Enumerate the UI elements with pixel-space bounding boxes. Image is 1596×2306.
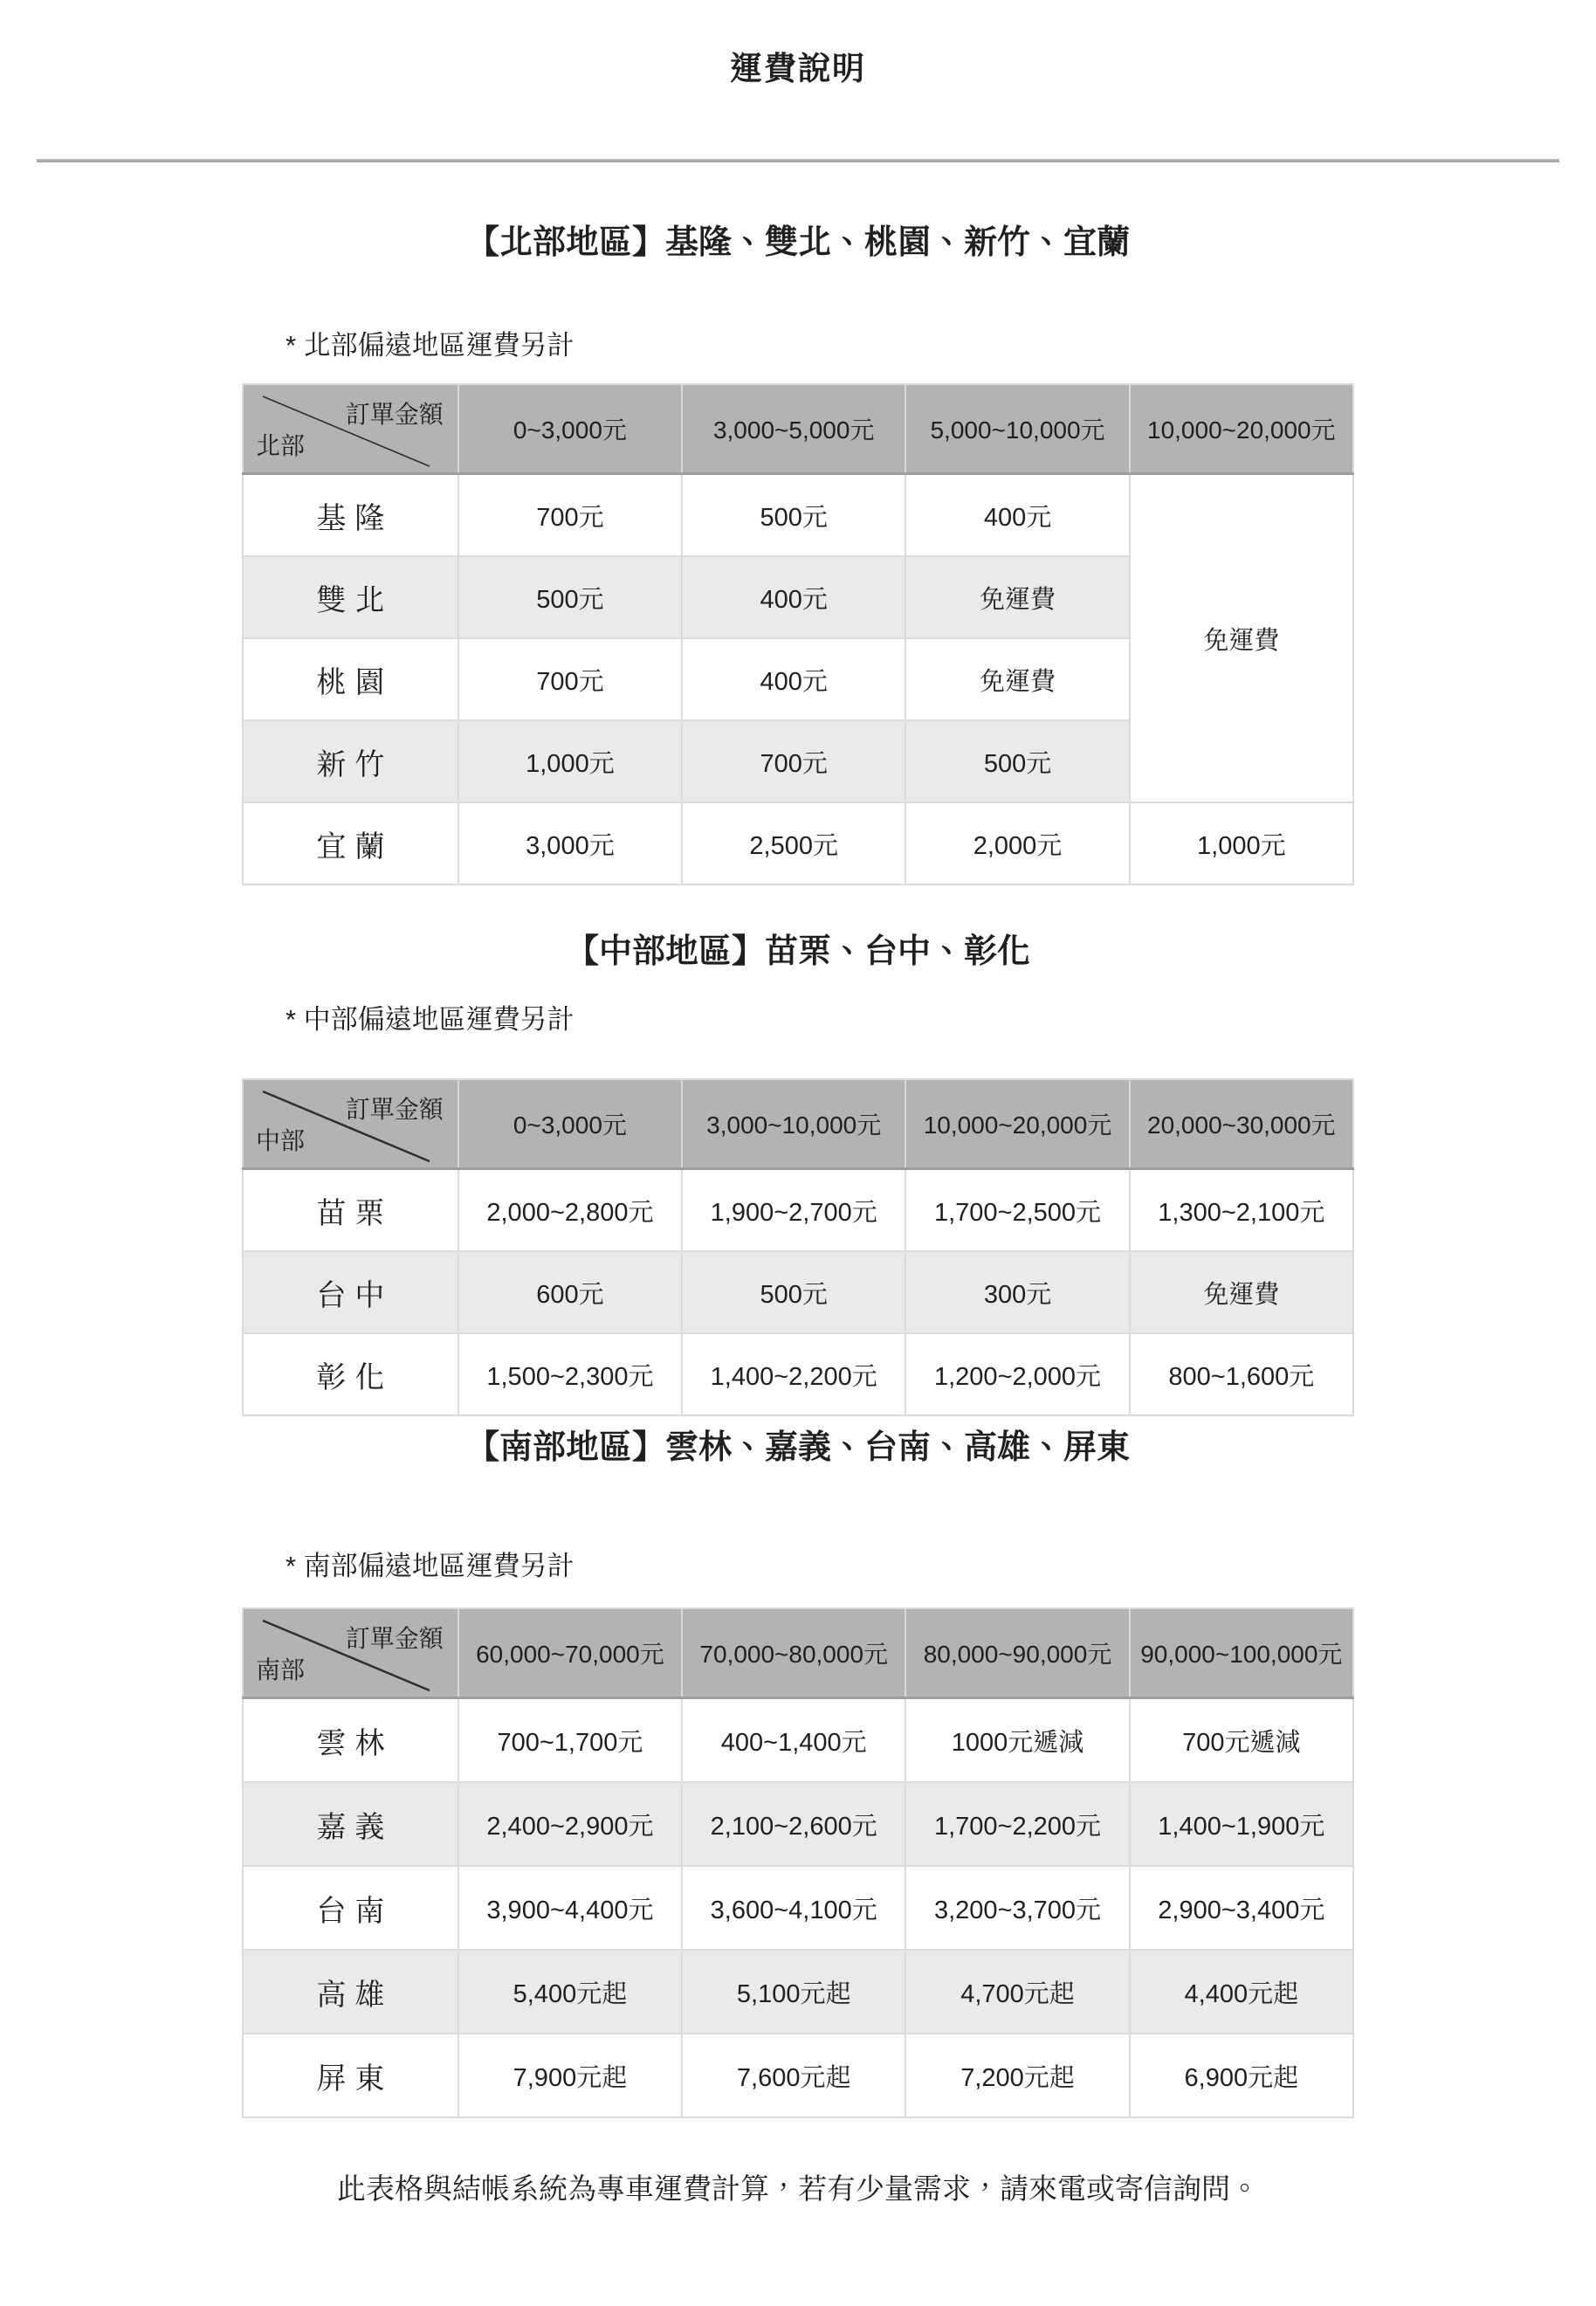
fee-cell: 500元 (682, 1251, 905, 1333)
column-header: 60,000~70,000元 (458, 1608, 682, 1698)
fee-cell: 700元遞減 (1130, 1698, 1353, 1783)
region-cell: 基隆 (243, 474, 458, 557)
fee-table-north (242, 383, 1354, 885)
fee-cell: 600元 (458, 1251, 682, 1333)
fee-cell: 400元 (905, 474, 1129, 557)
fee-cell: 1,300~2,100元 (1130, 1169, 1353, 1252)
fee-cell: 1,000元 (458, 720, 682, 802)
column-header: 3,000~5,000元 (682, 384, 905, 474)
fee-cell: 3,200~3,700元 (905, 1866, 1129, 1950)
table-row (243, 1866, 1353, 1950)
column-header: 5,000~10,000元 (905, 384, 1129, 474)
section-south (242, 1427, 1354, 2118)
fee-cell: 2,100~2,600元 (682, 1782, 905, 1866)
table-row (243, 1333, 1353, 1415)
section-note-north: * 北部偏遠地區運費另計 (285, 330, 574, 361)
region-cell: 雙北 (243, 556, 458, 638)
header-row (243, 1608, 1353, 1698)
region-cell: 苗栗 (243, 1169, 458, 1252)
column-header: 80,000~90,000元 (905, 1608, 1129, 1698)
fee-cell: 1,500~2,300元 (458, 1333, 682, 1415)
column-header: 0~3,000元 (458, 1079, 682, 1169)
fee-cell: 1,200~2,000元 (905, 1333, 1129, 1415)
section-title-central: 【中部地區】苗栗、台中、彰化 (565, 933, 1030, 970)
fee-cell: 2,500元 (682, 802, 905, 885)
fee-cell: 700元 (458, 638, 682, 720)
section-note-central: * 中部偏遠地區運費另計 (285, 1004, 574, 1035)
fee-cell: 免運費 (905, 638, 1129, 720)
table-row (243, 474, 1353, 557)
fee-table-central (242, 1078, 1354, 1416)
content-area (242, 222, 1354, 2206)
fee-cell: 700元 (458, 474, 682, 557)
fee-cell: 2,000元 (905, 802, 1129, 885)
fee-cell: 2,400~2,900元 (458, 1782, 682, 1866)
fee-cell: 4,400元起 (1130, 1950, 1353, 2034)
corner-cell (243, 1079, 458, 1169)
corner-cell (243, 1608, 458, 1698)
fee-cell: 700~1,700元 (458, 1698, 682, 1783)
region-cell: 雲林 (243, 1698, 458, 1783)
corner-cell (243, 384, 458, 474)
table-row (243, 802, 1353, 885)
fee-cell: 400元 (682, 556, 905, 638)
column-header: 0~3,000元 (458, 384, 682, 474)
fee-cell: 3,600~4,100元 (682, 1866, 905, 1950)
table-row (243, 1950, 1353, 2034)
region-cell: 彰化 (243, 1333, 458, 1415)
fee-cell: 700元 (682, 720, 905, 802)
table-row (243, 1782, 1353, 1866)
table-row (243, 2034, 1353, 2117)
corner-amount-label: 訂單金額 (345, 1096, 444, 1123)
fee-cell: 7,200元起 (905, 2034, 1129, 2117)
corner-amount-label: 訂單金額 (345, 1625, 444, 1652)
header-row (243, 1079, 1353, 1169)
section-north (242, 222, 1354, 885)
page-footer-note: 此表格與結帳系統為專車運費計算，若有少量需求，請來電或寄信詢問。 (337, 2172, 1259, 2205)
column-header: 10,000~20,000元 (1130, 384, 1353, 474)
section-title-south: 【南部地區】雲林、嘉義、台南、高雄、屏東 (465, 1429, 1130, 1466)
fee-cell: 7,900元起 (458, 2034, 682, 2117)
column-header: 90,000~100,000元 (1130, 1608, 1353, 1698)
fee-cell: 1,700~2,200元 (905, 1782, 1129, 1866)
corner-region-label: 中部 (256, 1127, 306, 1154)
fee-cell: 6,900元起 (1130, 2034, 1353, 2117)
region-cell: 嘉義 (243, 1782, 458, 1866)
corner-region-label: 北部 (256, 432, 306, 459)
fee-cell: 2,900~3,400元 (1130, 1866, 1353, 1950)
section-central (242, 931, 1354, 1416)
fee-cell: 免運費 (905, 556, 1129, 638)
fee-cell: 1,000元 (1130, 802, 1353, 885)
fee-cell: 4,700元起 (905, 1950, 1129, 2034)
free-shipping-merged-cell: 免運費 (1130, 474, 1353, 803)
column-header: 20,000~30,000元 (1130, 1079, 1353, 1169)
column-header: 10,000~20,000元 (905, 1079, 1129, 1169)
table-row (243, 1251, 1353, 1333)
fee-cell: 300元 (905, 1251, 1129, 1333)
section-note-south: * 南部偏遠地區運費另計 (285, 1551, 574, 1581)
region-cell: 宜蘭 (243, 802, 458, 885)
fee-cell: 500元 (905, 720, 1129, 802)
fee-cell: 500元 (458, 556, 682, 638)
column-header: 70,000~80,000元 (682, 1608, 905, 1698)
fee-cell: 1,400~2,200元 (682, 1333, 905, 1415)
fee-cell: 5,400元起 (458, 1950, 682, 2034)
fee-cell: 1000元遞減 (905, 1698, 1129, 1783)
region-cell: 新竹 (243, 720, 458, 802)
fee-cell: 500元 (682, 474, 905, 557)
column-header: 3,000~10,000元 (682, 1079, 905, 1169)
region-cell: 台中 (243, 1251, 458, 1333)
region-cell: 屏東 (243, 2034, 458, 2117)
region-cell: 台南 (243, 1866, 458, 1950)
table-row (243, 1698, 1353, 1783)
fee-cell: 3,000元 (458, 802, 682, 885)
page-title: 運費說明 (730, 51, 866, 86)
fee-cell: 1,900~2,700元 (682, 1169, 905, 1252)
fee-table-south (242, 1607, 1354, 2118)
fee-cell: 3,900~4,400元 (458, 1866, 682, 1950)
corner-amount-label: 訂單金額 (345, 401, 444, 428)
fee-cell: 800~1,600元 (1130, 1333, 1353, 1415)
fee-cell: 400元 (682, 638, 905, 720)
fee-cell: 2,000~2,800元 (458, 1169, 682, 1252)
title-divider (37, 159, 1559, 162)
fee-cell: 5,100元起 (682, 1950, 905, 2034)
fee-cell: 免運費 (1130, 1251, 1353, 1333)
table-row (243, 1169, 1353, 1252)
header-row (243, 384, 1353, 474)
section-title-north: 【北部地區】基隆、雙北、桃園、新竹、宜蘭 (465, 224, 1130, 261)
region-cell: 桃園 (243, 638, 458, 720)
fee-cell: 400~1,400元 (682, 1698, 905, 1783)
fee-cell: 1,400~1,900元 (1130, 1782, 1353, 1866)
fee-cell: 1,700~2,500元 (905, 1169, 1129, 1252)
fee-cell: 7,600元起 (682, 2034, 905, 2117)
region-cell: 高雄 (243, 1950, 458, 2034)
corner-region-label: 南部 (256, 1656, 306, 1683)
